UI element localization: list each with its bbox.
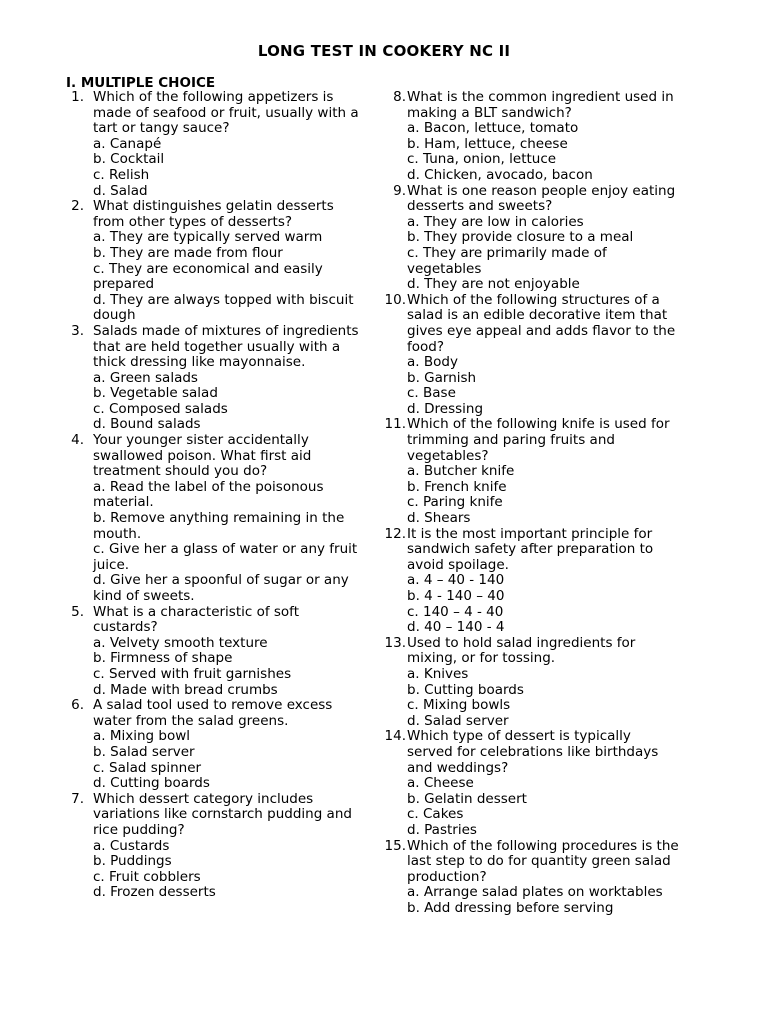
answer-option: a. Velvety smooth texture [93,634,268,651]
question-text: What is a characteristic of soft custards? [93,603,299,636]
answer-option: d. Chicken, avocado, bacon [407,166,593,183]
answer-option: c. Cakes [407,806,464,823]
answer-options [93,480,366,605]
question-text: Which of the following knife is used for trimming and paring fruits and vegetables? [407,416,670,464]
question-item [66,433,366,605]
answer-option: b. Puddings [93,853,172,870]
answer-option: a. Arrange salad plates on worktables [407,884,663,901]
question-text: Which of the following procedures is the last step to do for quantity green salad production? [407,837,679,885]
question-text: Which of the following structures of a salad is an edible decorative item that gives eye appeal and adds flavor to the food? [407,291,676,355]
answer-option: d. Made with bread crumbs [93,681,278,698]
answer-option: d. Salad server [407,712,509,729]
answer-option: c. Salad spinner [93,759,202,776]
question-number: 2. [71,198,84,215]
answer-option: d. They are not enjoyable [407,276,580,293]
answer-option: c. They are economical and easily prepared [93,260,323,293]
question-number: 15. [384,837,406,854]
right-question-column [380,90,680,916]
answer-option: c. Relish [93,166,150,183]
answer-option: a. Custards [93,837,170,854]
question-text: What is one reason people enjoy eating desserts and sweets? [407,182,676,215]
left-question-column [66,90,366,901]
answer-option: b. They are made from flour [93,244,283,261]
answer-option: a. 4 – 40 - 140 [407,572,505,589]
answer-option: b. Add dressing before serving [407,899,614,916]
answer-option: d. Give her a spoonful of sugar or any kind of sweets. [93,572,349,604]
answer-options [93,230,366,324]
question-text: Salads made of mixtures of ingredients that are held together usually with a thick dressing like mayonnaise. [93,322,359,371]
answer-option: b. Ham, lettuce, cheese [407,135,568,152]
question-text: Your younger sister accidentally swallowed poison. What first aid treatment should you do? [93,432,312,480]
answer-options [407,215,680,293]
answer-option: a. They are low in calories [407,213,584,230]
question-number: 3. [71,322,84,339]
answer-option: a. Green salads [93,369,198,386]
question-item [66,199,366,324]
answer-option: c. Tuna, onion, lettuce [407,151,557,168]
answer-option: d. Salad [93,182,148,199]
document-title: LONG TEST IN COOKERY NC II [257,42,511,60]
answer-options [407,776,680,838]
question-item [380,417,680,526]
question-text: It is the most important principle for sandwich safety after preparation to avoid spoilage. [407,525,654,573]
question-number: 13. [384,634,406,651]
question-number: 4. [71,432,84,449]
answer-options [407,464,680,526]
question-item [66,324,366,433]
answer-option: b. Salad server [93,743,195,760]
question-text: Which type of dessert is typically served for celebrations like birthdays and weddings? [407,728,659,776]
answer-option: a. Cheese [407,775,474,792]
answer-option: b. Cocktail [93,151,165,168]
question-number: 6. [71,697,84,714]
question-item [380,293,680,418]
answer-option: b. Gelatin dessert [407,790,527,807]
question-number: 1. [71,89,84,105]
question-text: What distinguishes gelatin desserts from other types of desserts? [93,198,334,230]
question-number: 5. [71,603,84,620]
question-item [66,605,366,699]
answer-options [407,573,680,635]
answer-options [407,355,680,417]
question-number: 7. [71,790,84,807]
question-item [66,792,366,901]
answer-option: c. Composed salads [93,400,228,417]
answer-option: a. Canapé [93,135,162,152]
answer-option: d. They are always topped with biscuit dough [93,291,354,324]
answer-option: d. Pastries [407,821,477,838]
answer-option: c. 140 – 4 - 40 [407,603,504,620]
question-number: 11. [384,416,406,433]
answer-option: c. Mixing bowls [407,697,511,714]
question-number: 9. [393,182,406,199]
answer-option: b. French knife [407,478,507,495]
answer-option: d. Cutting boards [93,775,210,792]
question-text: What is the common ingredient used in making a BLT sandwich? [407,89,674,121]
answer-option: a. Butcher knife [407,463,515,480]
answer-option: d. Frozen desserts [93,884,216,901]
answer-option: c. Served with fruit garnishes [93,665,292,682]
question-item [380,839,680,917]
answer-option: b. They provide closure to a meal [407,229,634,246]
answer-options [93,729,366,791]
question-item [380,729,680,838]
answer-option: b. Firmness of shape [93,650,233,667]
answer-option: c. They are primarily made of vegetables [407,244,607,277]
answer-option: d. Dressing [407,400,484,417]
answer-option: d. Bound salads [93,416,201,433]
question-item [66,90,366,199]
answer-option: b. 4 - 140 – 40 [407,588,505,604]
answer-option: a. Mixing bowl [93,728,191,745]
question-item [380,527,680,636]
section-heading: I. MULTIPLE CHOICE [66,75,216,91]
answer-option: d. 40 – 140 - 4 [407,619,505,636]
answer-option: c. Give her a glass of water or any fruit juice. [93,541,358,573]
answer-option: c. Base [407,385,456,402]
question-item [380,90,680,184]
question-text: A salad tool used to remove excess water from the salad greens. [93,697,333,729]
question-number: 12. [384,525,406,542]
question-text: Which dessert category includes variations like cornstarch pudding and rice pudding? [93,790,352,838]
question-item [380,636,680,730]
answer-option: c. Paring knife [407,494,503,511]
question-item [66,698,366,792]
answer-options [407,121,680,183]
answer-options [93,371,366,433]
answer-options [93,636,366,698]
answer-options [407,885,680,916]
answer-option: a. Body [407,354,458,371]
answer-options [407,667,680,729]
answer-option: d. Shears [407,510,471,527]
answer-option: c. Fruit cobblers [93,868,201,885]
question-number: 10. [384,291,406,308]
answer-option: a. Knives [407,665,469,682]
question-item [380,184,680,293]
question-number: 14. [384,728,406,745]
question-text: Which of the following appetizers is made of seafood or fruit, usually with a tart or tangy sauce? [93,89,359,137]
answer-options [93,839,366,901]
question-text: Used to hold salad ingredients for mixing, or for tossing. [407,634,636,667]
question-number: 8. [393,89,406,105]
answer-option: b. Cutting boards [407,681,524,698]
answer-option: a. Read the label of the poisonous material. [93,478,324,511]
answer-options [93,137,366,199]
answer-option: b. Remove anything remaining in the mouth. [93,510,345,542]
answer-option: a. They are typically served warm [93,229,323,246]
answer-option: b. Garnish [407,369,477,386]
answer-option: b. Vegetable salad [93,385,218,402]
answer-option: a. Bacon, lettuce, tomato [407,120,579,137]
